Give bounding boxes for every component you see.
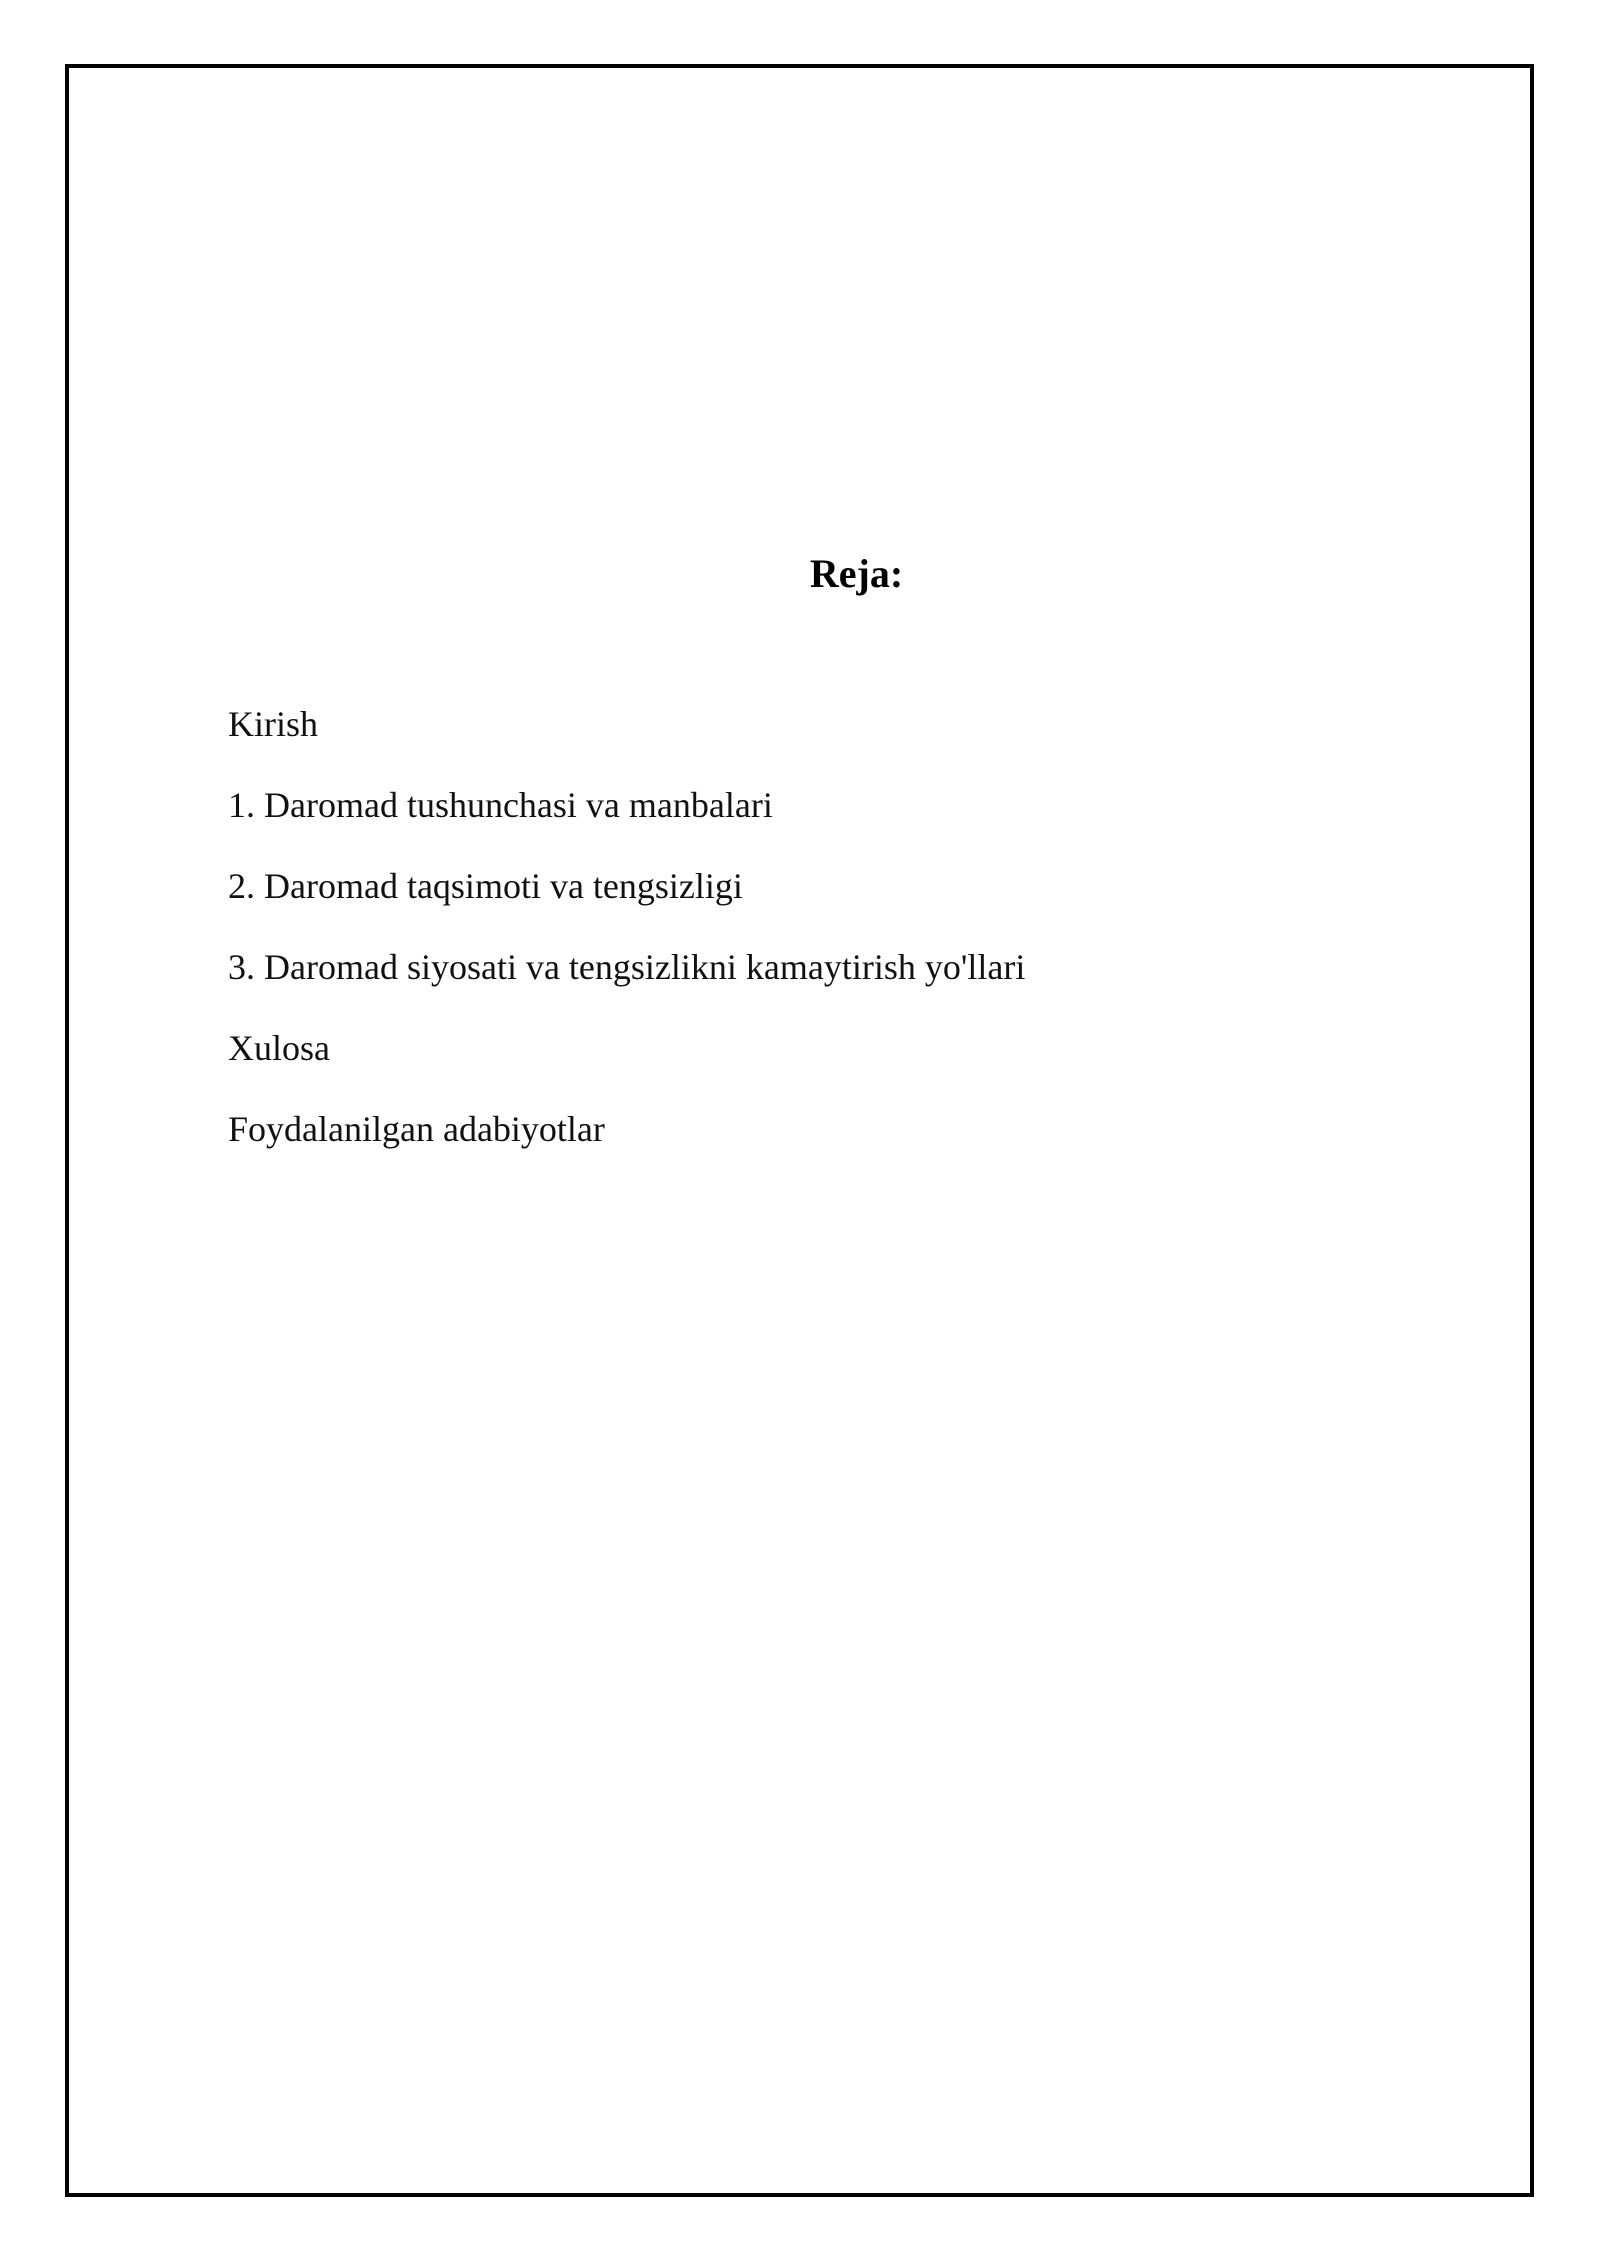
- plan-item-1: 1. Daromad tushunchasi va manbalari: [228, 785, 773, 825]
- plan-item-references: Foydalanilgan adabiyotlar: [228, 1109, 605, 1149]
- plan-list: [228, 696, 1025, 1182]
- page-title: Reja:: [809, 551, 904, 596]
- plan-item-2: 2. Daromad taqsimoti va tengsizligi: [228, 866, 743, 906]
- plan-item-3: 3. Daromad siyosati va tengsizlikni kamaytirish yo'llari: [228, 947, 1026, 987]
- plan-item-introduction: Kirish: [228, 704, 318, 744]
- plan-item-conclusion: Xulosa: [228, 1028, 330, 1068]
